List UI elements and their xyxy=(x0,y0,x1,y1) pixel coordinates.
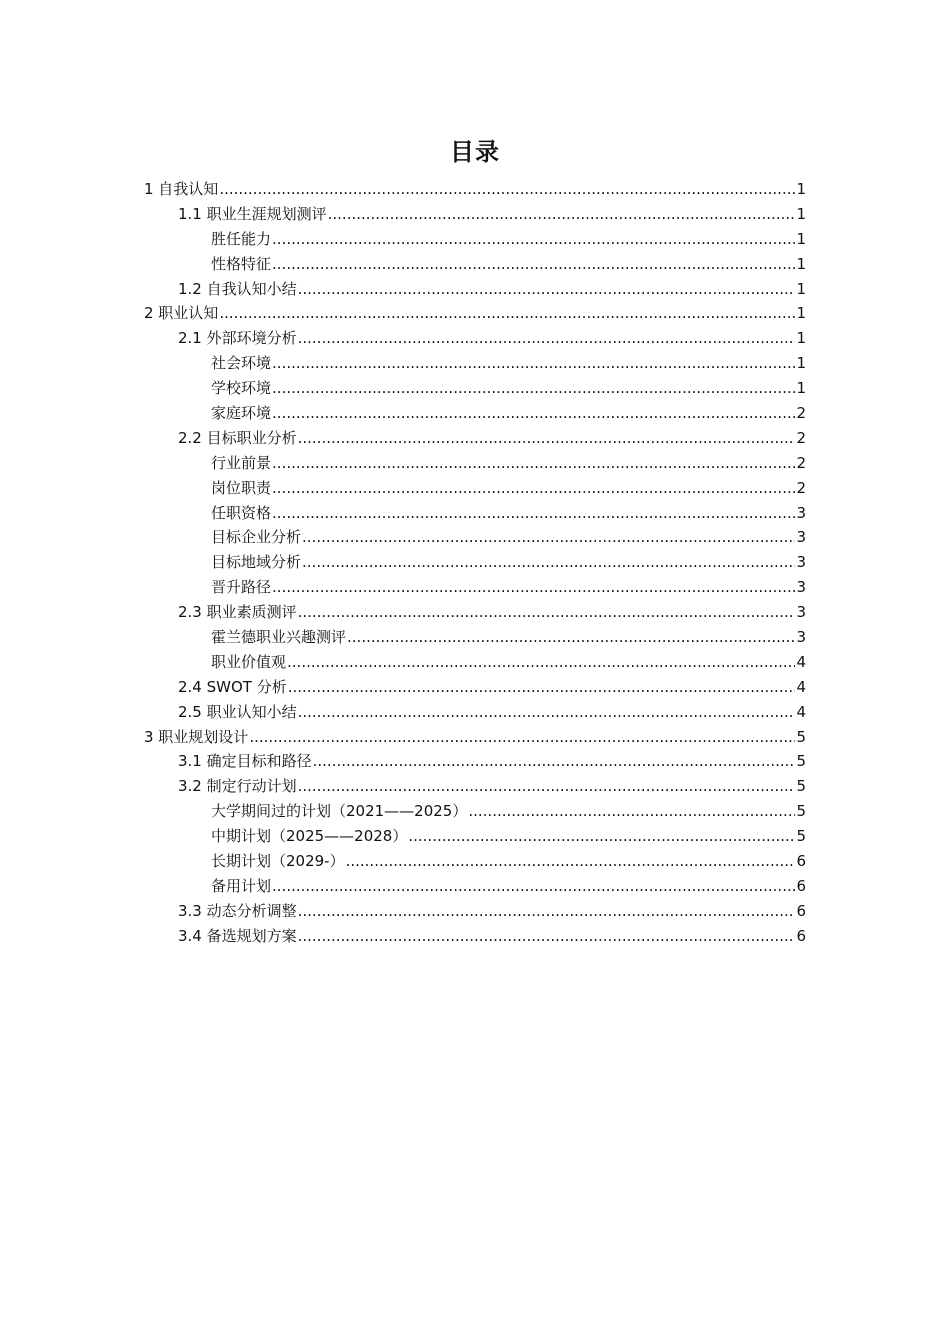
toc-dot-leader xyxy=(288,675,796,700)
toc-entry-level-3[interactable] xyxy=(144,476,806,501)
toc-page-number: 3 xyxy=(796,603,806,622)
toc-dot-leader xyxy=(272,227,795,252)
toc-entry-level-3[interactable] xyxy=(144,351,806,376)
toc-dot-leader xyxy=(272,252,795,277)
toc-entry-level-1[interactable] xyxy=(144,301,806,326)
toc-page-number: 2 xyxy=(796,453,806,472)
toc-page-number: 1 xyxy=(796,229,806,248)
toc-dot-leader xyxy=(298,924,796,949)
toc-dot-leader xyxy=(272,575,795,600)
toc-dot-leader xyxy=(219,177,795,202)
toc-dot-leader xyxy=(272,351,795,376)
toc-entry-text: 备用计划 xyxy=(211,876,272,895)
toc-entry-level-1[interactable] xyxy=(144,177,806,202)
toc-entry-level-2[interactable] xyxy=(144,899,806,924)
toc-entry-text: 任职资格 xyxy=(211,503,272,522)
toc-entry-text: 1.1 职业生涯规划测评 xyxy=(178,204,327,223)
toc-page-number: 6 xyxy=(796,876,806,895)
toc-entry-level-3[interactable] xyxy=(144,849,806,874)
toc-page-number: 4 xyxy=(796,702,806,721)
toc-dot-leader xyxy=(298,700,796,725)
toc-page-number: 1 xyxy=(796,304,806,323)
table-of-contents xyxy=(144,177,806,949)
toc-entry-text: 晋升路径 xyxy=(211,578,272,597)
toc-page-number: 6 xyxy=(796,901,806,920)
toc-entry-level-2[interactable] xyxy=(144,277,806,302)
toc-page-number: 2 xyxy=(796,404,806,423)
toc-entry-level-2[interactable] xyxy=(144,700,806,725)
toc-entry-text: 大学期间过的计划（2021——2025） xyxy=(211,802,468,821)
toc-dot-leader xyxy=(272,874,795,899)
toc-entry-text: 1 自我认知 xyxy=(144,180,219,198)
toc-entry-level-3[interactable] xyxy=(144,550,806,575)
toc-entry-level-3[interactable] xyxy=(144,227,806,252)
toc-entry-level-3[interactable] xyxy=(144,799,806,824)
toc-entry-text: 3.2 制定行动计划 xyxy=(178,777,297,796)
toc-page-number: 2 xyxy=(796,428,806,447)
toc-page-number: 1 xyxy=(796,204,806,223)
toc-page-number: 3 xyxy=(796,503,806,522)
toc-entry-level-2[interactable] xyxy=(144,924,806,949)
toc-dot-leader xyxy=(272,401,795,426)
toc-entry-text: 1.2 自我认知小结 xyxy=(178,279,297,298)
toc-entry-text: 2.2 目标职业分析 xyxy=(178,428,297,447)
toc-page-number: 1 xyxy=(796,279,806,298)
toc-entry-text: 3.1 确定目标和路径 xyxy=(178,752,312,771)
toc-entry-text: 行业前景 xyxy=(211,453,272,472)
toc-page-number: 5 xyxy=(796,777,806,796)
toc-page-number: 5 xyxy=(796,752,806,771)
toc-entry-text: 中期计划（2025——2028） xyxy=(211,827,408,846)
toc-dot-leader xyxy=(298,600,796,625)
toc-entry-text: 3.4 备选规划方案 xyxy=(178,926,297,945)
toc-entry-text: 2.3 职业素质测评 xyxy=(178,603,297,622)
toc-dot-leader xyxy=(302,525,795,550)
toc-entry-level-3[interactable] xyxy=(144,575,806,600)
toc-entry-level-1[interactable] xyxy=(144,725,806,750)
toc-entry-level-2[interactable] xyxy=(144,426,806,451)
toc-dot-leader xyxy=(272,451,795,476)
toc-entry-level-3[interactable] xyxy=(144,650,806,675)
toc-entry-level-2[interactable] xyxy=(144,202,806,227)
toc-dot-leader xyxy=(302,550,795,575)
toc-page-number: 1 xyxy=(796,354,806,373)
toc-entry-text: 胜任能力 xyxy=(211,229,272,248)
toc-entry-level-2[interactable] xyxy=(144,774,806,799)
toc-entry-level-2[interactable] xyxy=(144,600,806,625)
toc-dot-leader xyxy=(346,849,796,874)
toc-entry-text: 性格特征 xyxy=(211,254,272,273)
toc-dot-leader xyxy=(272,501,795,526)
toc-entry-text: 2.5 职业认知小结 xyxy=(178,702,297,721)
toc-entry-text: 岗位职责 xyxy=(211,478,272,497)
toc-page-number: 2 xyxy=(796,478,806,497)
toc-dot-leader xyxy=(298,326,796,351)
toc-page-number: 4 xyxy=(796,677,806,696)
toc-entry-level-2[interactable] xyxy=(144,749,806,774)
toc-dot-leader xyxy=(272,376,795,401)
toc-dot-leader xyxy=(298,426,796,451)
toc-entry-text: 霍兰德职业兴趣测评 xyxy=(211,628,347,647)
toc-dot-leader xyxy=(298,899,796,924)
toc-entry-text: 3 职业规划设计 xyxy=(144,727,249,746)
toc-page-number: 6 xyxy=(796,926,806,945)
toc-entry-text: 2 职业认知 xyxy=(144,304,219,323)
toc-dot-leader xyxy=(219,301,795,326)
toc-entry-text: 目标地域分析 xyxy=(211,553,302,572)
toc-entry-text: 学校环境 xyxy=(211,379,272,398)
toc-entry-level-3[interactable] xyxy=(144,451,806,476)
toc-entry-level-2[interactable] xyxy=(144,326,806,351)
toc-entry-text: 2.1 外部环境分析 xyxy=(178,329,297,348)
toc-page-number: 5 xyxy=(796,802,806,821)
toc-entry-text: 长期计划（2029-） xyxy=(211,852,345,871)
toc-dot-leader xyxy=(287,650,795,675)
toc-entry-text: 目标企业分析 xyxy=(211,528,302,547)
toc-page-number: 4 xyxy=(796,652,806,671)
toc-dot-leader xyxy=(408,824,795,849)
toc-page-number: 5 xyxy=(796,727,806,746)
toc-entry-text: 2.4 SWOT 分析 xyxy=(178,677,287,696)
toc-entry-text: 职业价值观 xyxy=(211,652,287,671)
toc-dot-leader xyxy=(313,749,796,774)
toc-dot-leader xyxy=(298,277,796,302)
toc-dot-leader xyxy=(298,774,796,799)
toc-entry-level-3[interactable] xyxy=(144,501,806,526)
toc-entry-level-3[interactable] xyxy=(144,252,806,277)
toc-dot-leader xyxy=(328,202,796,227)
toc-page-number: 6 xyxy=(796,852,806,871)
toc-entry-level-3[interactable] xyxy=(144,874,806,899)
toc-entry-text: 3.3 动态分析调整 xyxy=(178,901,297,920)
toc-entry-level-3[interactable] xyxy=(144,376,806,401)
toc-page-number: 3 xyxy=(796,528,806,547)
toc-page-number: 1 xyxy=(796,379,806,398)
toc-entry-level-3[interactable] xyxy=(144,401,806,426)
toc-page-number: 1 xyxy=(796,180,806,198)
toc-title: 目录 xyxy=(450,138,500,166)
toc-page-number: 1 xyxy=(796,329,806,348)
toc-dot-leader xyxy=(249,725,795,750)
toc-entry-text: 社会环境 xyxy=(211,354,272,373)
toc-entry-level-3[interactable] xyxy=(144,824,806,849)
toc-page-number: 3 xyxy=(796,578,806,597)
toc-page-number: 3 xyxy=(796,628,806,647)
toc-page-number: 3 xyxy=(796,553,806,572)
toc-entry-level-2[interactable] xyxy=(144,675,806,700)
toc-entry-level-3[interactable] xyxy=(144,525,806,550)
toc-entry-level-3[interactable] xyxy=(144,625,806,650)
toc-dot-leader xyxy=(272,476,795,501)
toc-dot-leader xyxy=(347,625,795,650)
toc-page-number: 5 xyxy=(796,827,806,846)
toc-dot-leader xyxy=(468,799,795,824)
toc-entry-text: 家庭环境 xyxy=(211,404,272,423)
toc-page-number: 1 xyxy=(796,254,806,273)
